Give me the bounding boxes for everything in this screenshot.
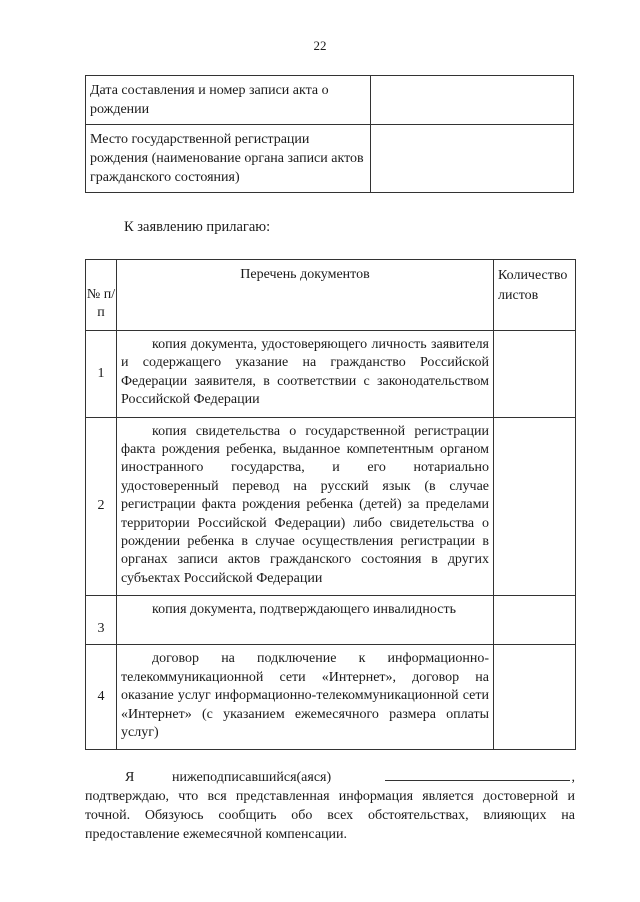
sheet-count-cell[interactable] [494, 417, 576, 596]
document-description: копия документа, удостоверяющего личность заявителя и содержащего указание на гражданство Российской Федерации заявителя, в соответствии с законодательством Российской Федерации [117, 331, 494, 418]
table-header-row [86, 260, 576, 331]
declaration-comma: , [571, 770, 575, 785]
row-number: 2 [86, 417, 117, 596]
birth-registration-place-value[interactable] [371, 125, 574, 193]
name-blank-field[interactable] [385, 766, 570, 781]
declaration-signature-line [85, 766, 575, 787]
sheet-count-cell[interactable] [494, 645, 576, 750]
birth-info-table [85, 75, 574, 193]
row-number: 4 [86, 645, 117, 750]
table-row [86, 76, 574, 125]
document-description: копия документа, подтверждающего инвалидность [117, 596, 494, 645]
table-row [86, 596, 576, 645]
header-number: № п/п [86, 260, 117, 331]
declaration-body: подтверждаю, что вся представленная информация является достоверной и точной. Обязуюсь сообщить обо всех обстоятельствах, влияющих на предоставление ежемесячной компенсации. [85, 789, 575, 842]
row-number: 3 [86, 596, 117, 645]
declaration-signed: нижеподписавшийся(аяся) [172, 770, 332, 785]
page-number: 22 [313, 38, 327, 53]
header-document-list: Перечень документов [117, 260, 494, 331]
birth-record-date-value[interactable] [371, 76, 574, 125]
declaration [85, 766, 575, 844]
table-row [86, 331, 576, 418]
header-sheet-count: Количество листов [494, 260, 576, 331]
table-row [86, 645, 576, 750]
sheet-count-cell[interactable] [494, 596, 576, 645]
birth-registration-place-label: Место государственной регистрации рождения (наименование органа записи актов гражданского состояния) [86, 125, 371, 193]
documents-table [85, 259, 576, 750]
declaration-pronoun: Я [125, 770, 135, 785]
table-row [86, 125, 574, 193]
row-number: 1 [86, 331, 117, 418]
attachments-intro: К заявлению прилагаю: [124, 219, 271, 235]
document-description: договор на подключение к информационно-телекоммуникационной сети «Интернет», договор на оказание услуг информационно-телекоммуникационной сети «Интернет» (с указанием ежемесячного размера оплаты услуг) [117, 645, 494, 750]
table-row [86, 417, 576, 596]
document-description: копия свидетельства о государственной регистрации факта рождения ребенка, выданное компетентным органом иностранного государства, и его нотариально удостоверенный перевод на русский язык (в случае регистрации факта рождения ребенка (детей) за пределами территории Российской Федерации) либо свидетельства о рождении ребенка в случае осуществления регистрации в органах записи актов гражданского состояния в других субъектах Российской Федерации [117, 417, 494, 596]
sheet-count-cell[interactable] [494, 331, 576, 418]
birth-record-date-label: Дата составления и номер записи акта о рождении [86, 76, 371, 125]
